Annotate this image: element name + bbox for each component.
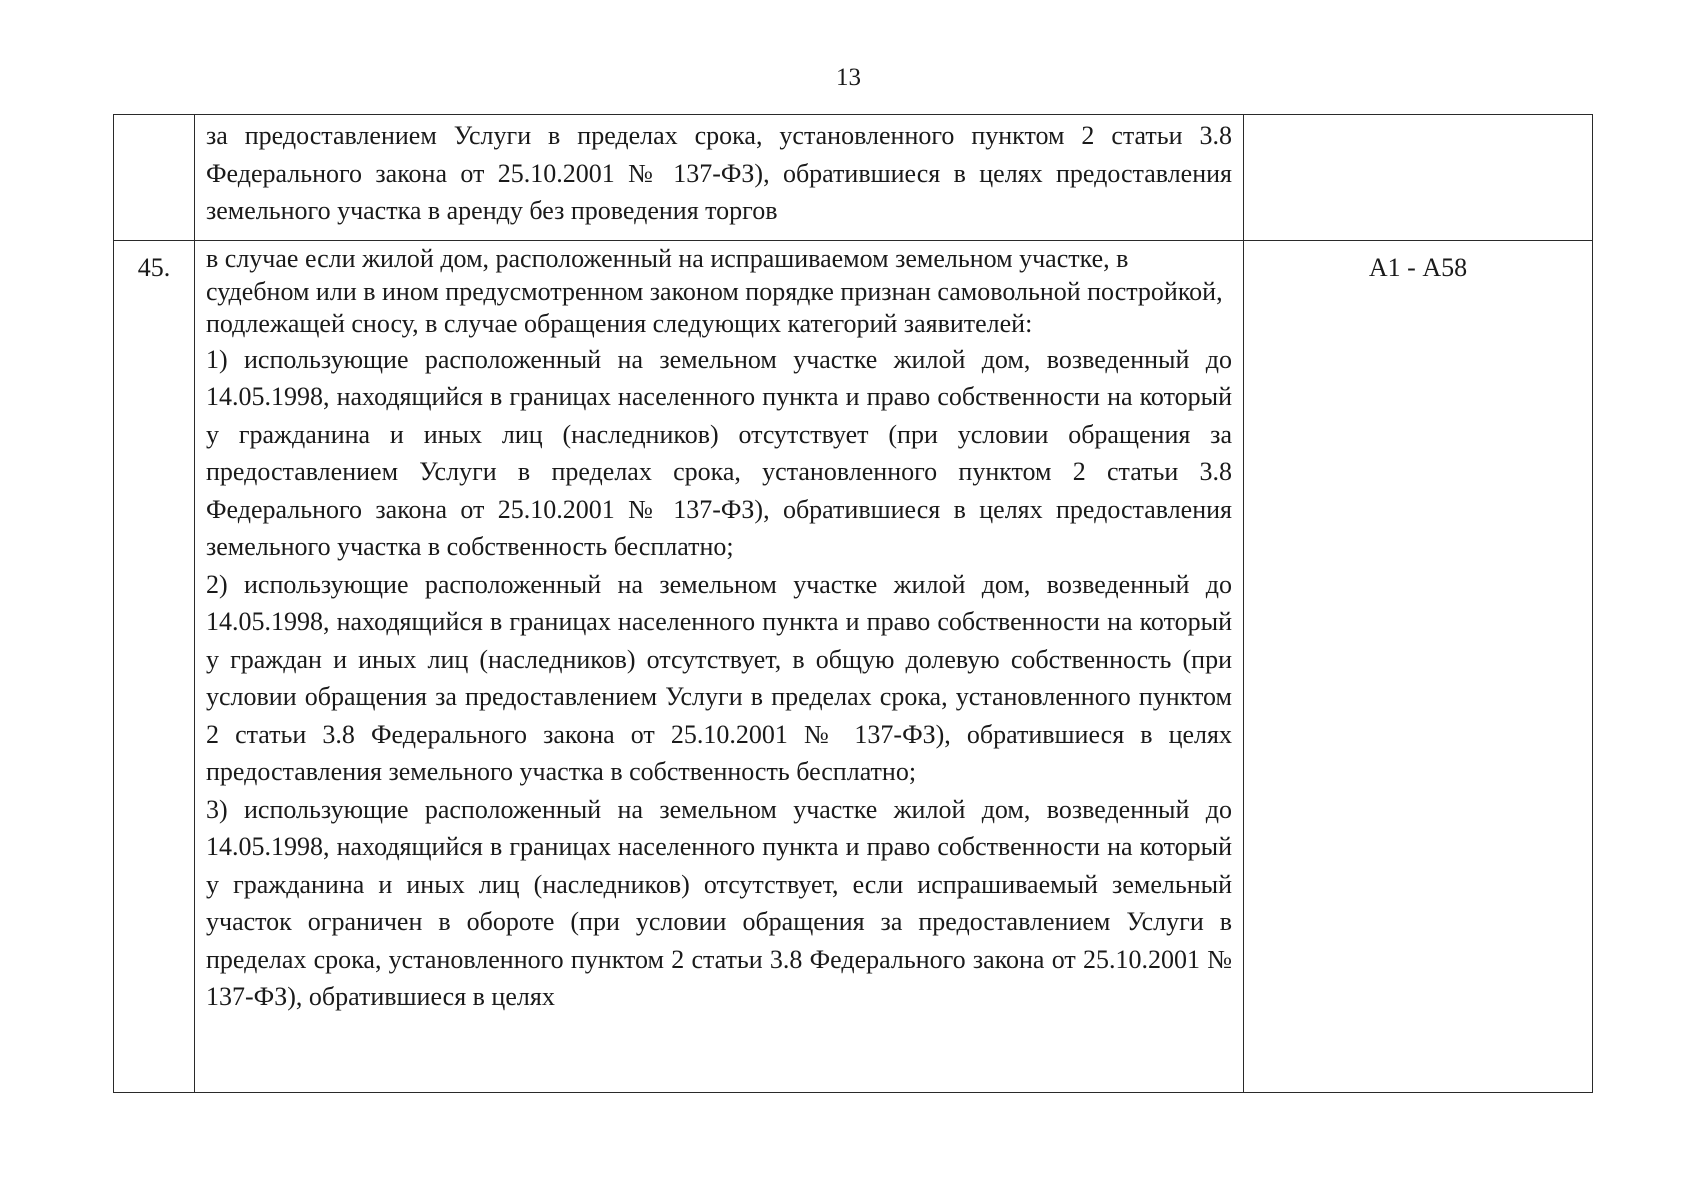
table-row-continued <box>114 115 1593 241</box>
row-number-cell <box>114 115 195 241</box>
table-row-45 <box>114 241 1593 1093</box>
row-number-cell: 45. <box>114 241 195 1093</box>
row-text: за предоставлением Услуги в пределах срока, установленного пунктом 2 статьи 3.8 Федерального закона от 25.10.2001 № 137-ФЗ), обратившиеся в целях предоставления земельного участка в аренду без проведения торгов <box>206 121 1232 225</box>
row-intro-text: в случае если жилой дом, расположенный на испрашиваемом земельном участке, в судебном или в ином предусмотренном законом порядке признан самовольной постройкой, подлежащей сносу, в случае обращения следующих категорий заявителей: <box>206 244 1223 338</box>
row-reference-cell <box>1244 115 1593 241</box>
page-number: 13 <box>836 64 861 91</box>
list-item: 2) использующие расположенный на земельном участке жилой дом, возведенный до 14.05.1998, находящийся в границах населенного пункта и право собственности на который у граждан и иных лиц (наследников) отсутствует, в общую долевую собственность (при условии обращения за предоставлением Услуги в пределах срока, установленного пунктом 2 статьи 3.8 Федерального закона от 25.10.2001 № 137-ФЗ), обратившиеся в целях предоставления земельного участка в собственность бесплатно; <box>206 569 1232 786</box>
row-reference-cell: А1 - А58 <box>1244 241 1593 1093</box>
list-item: 3) использующие расположенный на земельном участке жилой дом, возведенный до 14.05.1998, находящийся в границах населенного пункта и право собственности на который у гражданина и иных лиц (наследников) отсутствует, если испрашиваемый земельный участок ограничен в обороте (при условии обращения за предоставлением Услуги в пределах срока, установленного пунктом 2 статьи 3.8 Федерального закона от 25.10.2001 № 137-ФЗ), обратившиеся в целях <box>206 794 1232 1011</box>
row-text-cell <box>195 241 1244 1093</box>
list-item: 1) использующие расположенный на земельном участке жилой дом, возведенный до 14.05.1998, находящийся в границах населенного пункта и право собственности на который у гражданина и иных лиц (наследников) отсутствует (при условии обращения за предоставлением Услуги в пределах срока, установленного пунктом 2 статьи 3.8 Федерального закона от 25.10.2001 № 137-ФЗ), обратившиеся в целях предоставления земельного участка в собственность бесплатно; <box>206 344 1232 561</box>
applicant-categories-table <box>113 114 1593 1093</box>
row-text-cell <box>195 115 1244 241</box>
